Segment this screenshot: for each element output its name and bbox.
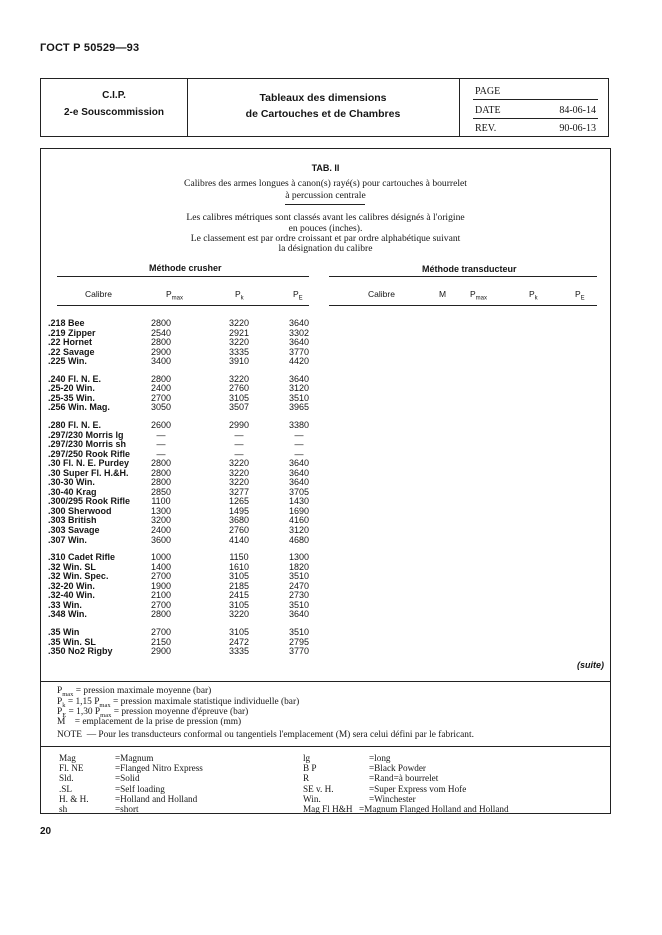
pe-cell: 3640	[288, 373, 310, 384]
pmax-cell: 2150	[150, 636, 172, 647]
note-pe-text2: = pression moyenne d'épreuve (bar)	[113, 707, 249, 717]
table-row	[41, 526, 381, 536]
pk-cell: 3105	[228, 599, 250, 610]
calibre-cell: .348 Win.	[48, 609, 87, 620]
col-pe2-base: P	[575, 289, 581, 299]
pe-cell: 3770	[288, 346, 310, 357]
col-pmax2-sub: max	[475, 295, 488, 302]
pk-cell: 3507	[228, 402, 250, 413]
calibre-cell: .22 Hornet	[48, 337, 93, 348]
abbr-left-term: sh	[59, 804, 68, 814]
pe-cell: 2730	[288, 590, 310, 601]
calibre-cell: .280 Fl. N. E.	[48, 419, 102, 430]
note-pk-text2: = pression maximale statistique individuelle (bar)	[112, 697, 300, 707]
note-m	[57, 717, 241, 727]
note-text: — Pour les transducteurs conformal ou tangentiels l'emplacement (M) sera celui défini par le fabricant.	[86, 730, 474, 740]
abbr-top-rule	[41, 746, 610, 747]
pmax-cell: 2900	[150, 646, 172, 657]
table-row	[41, 647, 381, 657]
header-meta	[461, 79, 608, 136]
abbr-right-term: lg	[303, 753, 311, 763]
pe-cell: 3770	[288, 646, 310, 657]
pmax-cell: 2800	[150, 477, 172, 488]
document-code: ГОСТ Р 50529—93	[40, 42, 140, 54]
pmax-cell: 2850	[150, 486, 172, 497]
table-row	[41, 591, 381, 601]
crusher-header-rule	[57, 305, 309, 306]
col-pe-transducer	[575, 289, 585, 302]
calibre-cell: .225 Win.	[48, 356, 87, 367]
abbr-left-term: H. & H.	[59, 793, 89, 804]
abbr-left-def: =Holland and Holland	[115, 793, 198, 804]
date-value: 84-06-14	[559, 105, 596, 116]
pk-cell: 3335	[228, 646, 250, 657]
abbr-right-def: =Rand=à bourrelet	[369, 773, 439, 784]
abbr-left-def: =Solid	[115, 773, 140, 784]
pmax-cell: 1100	[151, 496, 171, 507]
pe-cell: 1820	[288, 561, 310, 572]
calibre-cell: .33 Win.	[48, 599, 82, 610]
pk-cell: 3105	[228, 626, 250, 637]
pe-cell: 3510	[288, 392, 310, 403]
note-pmax-text: = pression maximale moyenne (bar)	[75, 686, 212, 696]
note-label: NOTE	[57, 730, 82, 740]
pk-cell: 1495	[228, 505, 250, 516]
table-row	[41, 610, 381, 620]
pmax-cell: —	[156, 448, 166, 459]
pmax-cell: 2800	[150, 609, 172, 620]
col-pk2-sub: k	[534, 295, 538, 302]
calibre-cell: .303 British	[48, 515, 97, 526]
pmax-cell: 2800	[150, 458, 172, 469]
intro-line4: en pouces (inches).	[288, 223, 363, 234]
pe-cell: 2795	[288, 636, 310, 647]
page-label: PAGE	[475, 86, 501, 97]
table-row	[41, 403, 381, 413]
pe-cell: 1690	[288, 505, 310, 516]
pk-cell: 3220	[228, 609, 250, 620]
pe-cell: 3640	[288, 467, 310, 478]
pk-cell: —	[234, 448, 244, 459]
continued-label: (suite)	[577, 660, 604, 670]
col-pk-sub: k	[240, 295, 244, 302]
pmax-cell: 2700	[150, 392, 172, 403]
calibre-cell: .297/230 Morris sh	[48, 439, 127, 450]
pe-cell: 3120	[288, 383, 310, 394]
pe-cell: 4160	[288, 515, 310, 526]
pk-cell: 3680	[228, 515, 250, 526]
calibre-cell: .218 Bee	[48, 318, 85, 328]
pmax-cell: 1300	[150, 505, 172, 516]
pk-cell: 3105	[228, 392, 250, 403]
pk-cell: 2185	[228, 580, 250, 591]
abbr-right-def: =long	[369, 753, 391, 763]
intro-line5: Le classement est par ordre croissant et par ordre alphabétique suivant	[190, 233, 461, 244]
pk-cell: 3277	[228, 486, 250, 497]
rev-label: REV.	[475, 123, 497, 134]
pe-cell: 3510	[288, 571, 310, 582]
abbr-right-term: Mag Fl H&H	[303, 804, 353, 814]
pmax-cell: 2800	[150, 467, 172, 478]
calibre-cell: .310 Cadet Rifle	[48, 552, 116, 563]
pe-cell: 1300	[288, 552, 310, 563]
method-transducer: Méthode transducteur	[422, 264, 517, 274]
abbr-right-def: =Magnum Flanged Holland and Holland	[359, 804, 509, 814]
issuer-line1: C.I.P.	[102, 90, 126, 101]
intro-line3: Les calibres métriques sont classés avant les calibres désignés à l'origine	[186, 212, 465, 223]
pk-cell: 2760	[228, 525, 250, 535]
abbr-left-term: Fl. NE	[59, 763, 84, 774]
abbr-right-def: =Black Powder	[369, 763, 426, 774]
calibre-cell: .30 Super Fl. H.&H.	[48, 467, 129, 478]
pmax-cell: 1000	[150, 552, 172, 563]
calibre-cell: .300 Sherwood	[48, 505, 112, 516]
pmax-cell: 2700	[150, 626, 172, 637]
pmax-cell: 2700	[150, 599, 172, 610]
col-pmax2-base: P	[470, 289, 476, 299]
abbr-right-def: =Winchester	[369, 793, 416, 804]
calibre-cell: .22 Savage	[48, 346, 95, 357]
pk-cell: 3220	[228, 467, 250, 478]
col-pk	[235, 289, 244, 302]
calibre-cell: .303 Savage	[48, 525, 100, 535]
abbr-left-term: Sld.	[59, 773, 74, 784]
pmax-cell: 2400	[150, 383, 172, 394]
pe-cell: 3510	[288, 599, 310, 610]
calibre-cell: .25-35 Win.	[48, 392, 95, 403]
col-pmax-sub: max	[171, 295, 184, 302]
calibre-cell: .30 Fl. N. E. Purdey	[48, 458, 130, 469]
note-m-symbol: M	[57, 717, 66, 727]
pmax-cell: 2800	[150, 373, 172, 384]
calibre-cell: .297/250 Rook Rifle	[48, 448, 131, 459]
main-table-frame	[40, 148, 611, 814]
calibre-cell: .32-40 Win.	[48, 590, 95, 601]
page-number: 20	[40, 826, 52, 837]
pk-cell: 3220	[228, 337, 250, 348]
pk-cell: 3910	[228, 356, 250, 367]
pk-cell: 2472	[228, 636, 250, 647]
crusher-rule	[57, 276, 309, 277]
calibre-cell: .219 Zipper	[48, 327, 96, 338]
pmax-cell: —	[156, 429, 166, 440]
pe-cell: 3965	[288, 402, 310, 413]
abbr-left-def: =Flanged Nitro Express	[115, 763, 203, 774]
date-row	[473, 100, 598, 119]
notes-top-rule	[41, 681, 610, 682]
pe-cell: 3640	[288, 609, 310, 620]
pmax-cell: 2400	[150, 525, 172, 535]
pe-cell: 3510	[288, 626, 310, 637]
pk-cell: 3335	[228, 346, 250, 357]
calibre-cell: .307 Win.	[48, 534, 87, 545]
abbr-right-def: =Super Express vom Hofe	[369, 783, 467, 794]
pmax-cell: 1400	[150, 561, 172, 572]
abbr-left-def: =short	[115, 804, 139, 814]
pk-cell: 3220	[228, 458, 250, 469]
col-calibre: Calibre	[85, 289, 112, 299]
pe-cell: 4420	[288, 356, 310, 367]
table-row	[41, 348, 381, 358]
pmax-cell: 2100	[150, 590, 172, 601]
pk-cell: 2921	[228, 327, 250, 338]
header-table	[40, 78, 609, 137]
pmax-cell: 1900	[150, 580, 172, 591]
col-pk-base: P	[235, 289, 241, 299]
title-line2: de Cartouches et de Chambres	[245, 108, 401, 120]
abbr-left-term: Mag	[59, 753, 76, 763]
calibre-cell: .32-20 Win.	[48, 580, 95, 591]
table-row	[41, 357, 381, 367]
note-pe-text: = 1,30 P	[68, 707, 101, 717]
abbr-left-def: =Magnum	[115, 753, 154, 763]
pk-cell: 4140	[228, 534, 250, 545]
col-calibre-transducer: Calibre	[368, 289, 395, 299]
pe-cell: 3302	[288, 327, 310, 338]
table-row	[41, 601, 381, 611]
pk-cell: 3220	[228, 477, 250, 488]
col-pk-transducer	[529, 289, 538, 302]
pe-cell: 1430	[288, 496, 310, 507]
calibre-cell: .32 Win. SL	[48, 561, 96, 572]
pk-cell: 2990	[228, 419, 250, 430]
calibre-cell: .297/230 Morris lg	[48, 429, 124, 440]
abbr-left-term: .SL	[59, 783, 73, 794]
table-number: TAB. II	[311, 163, 340, 173]
abbr-left-def: =Self loading	[115, 783, 165, 794]
pmax-cell: 3050	[150, 402, 172, 413]
note-pk: $P_k = 1,15$ $P_{max}$ = pression maximale statistique individuelle (bar)	[57, 697, 300, 709]
pe-cell: 2470	[288, 580, 310, 591]
calibre-cell: .300/295 Rook Rifle	[48, 496, 131, 507]
transducer-header-rule	[329, 305, 597, 306]
col-pe	[293, 289, 303, 302]
pk-cell: 2415	[228, 590, 250, 601]
calibre-cell: .30-30 Win.	[48, 477, 95, 488]
header-title	[187, 79, 460, 136]
col-pe2-sub: E	[580, 295, 585, 302]
intro-line6: la désignation du calibre	[278, 243, 373, 254]
pk-cell: 3105	[228, 571, 250, 582]
col-pmax-base: P	[166, 289, 172, 299]
page-row	[473, 81, 598, 100]
pe-cell: 3640	[288, 337, 310, 348]
note-pe: $P_E = 1,30$ $P_{max}$ = pression moyenne d'épreuve (bar)	[57, 707, 249, 719]
pk-cell: —	[234, 429, 244, 440]
rev-value: 90-06-13	[559, 123, 596, 134]
note-general	[57, 730, 474, 740]
rev-row	[473, 118, 598, 136]
note-m-text: = emplacement de la prise de pression (mm)	[74, 717, 242, 727]
calibre-cell: .35 Win. SL	[48, 636, 96, 647]
abbr-right-term: B P	[303, 763, 317, 774]
col-pmax-transducer	[470, 289, 487, 302]
pmax-cell: 2900	[150, 346, 172, 357]
method-crusher: Méthode crusher	[149, 263, 222, 273]
calibre-cell: .35 Win	[48, 626, 80, 637]
pmax-cell: 3600	[150, 534, 172, 545]
pe-cell: 4680	[288, 534, 310, 545]
date-label: DATE	[475, 105, 501, 116]
pe-cell: —	[294, 429, 304, 440]
note-pmax: $P_{max}$ = pression maximale moyenne (bar)	[57, 686, 212, 698]
pe-cell: 3120	[288, 525, 310, 535]
abbr-right-term: Win.	[303, 793, 321, 804]
col-pmax	[166, 289, 183, 302]
table-row	[41, 329, 381, 339]
intro-line2: à percussion centrale	[285, 190, 366, 201]
pe-cell: 3640	[288, 477, 310, 488]
intro-divider	[285, 204, 365, 205]
calibre-cell: .240 Fl. N. E.	[48, 373, 102, 384]
intro-line1: Calibres des armes longues à canon(s) rayé(s) pour cartouches à bourrelet	[184, 178, 467, 189]
pe-cell: 3640	[288, 458, 310, 469]
pk-cell: 1150	[229, 552, 249, 563]
pk-cell: 3220	[228, 373, 250, 384]
pk-cell: 2760	[228, 383, 250, 394]
pe-cell: 3640	[288, 318, 310, 328]
pk-cell: —	[234, 439, 244, 450]
calibre-cell: .30-40 Krag	[48, 486, 97, 497]
pk-cell: 1610	[228, 561, 250, 572]
abbr-right-term: R	[303, 773, 310, 784]
title-line1: Tableaux des dimensions	[259, 92, 387, 104]
transducer-rule	[329, 276, 597, 277]
issuer-line2: 2-e Souscommission	[63, 107, 165, 118]
pmax-cell: 2600	[150, 419, 172, 430]
col-m: M	[439, 289, 447, 299]
pmax-cell: 3200	[150, 515, 172, 526]
pk-cell: 1265	[228, 496, 250, 507]
pmax-cell: 2700	[150, 571, 172, 582]
pk-cell: 3220	[228, 318, 250, 328]
col-pk2-base: P	[529, 289, 535, 299]
calibre-cell: .25-20 Win.	[48, 383, 95, 394]
pmax-cell: 2540	[150, 327, 172, 338]
calibre-cell: .32 Win. Spec.	[48, 571, 109, 582]
pmax-cell: 2800	[150, 337, 172, 348]
table-row	[41, 536, 381, 546]
col-pe-sub: E	[298, 295, 303, 302]
calibre-cell: .256 Win. Mag.	[48, 402, 110, 413]
pmax-cell: 2800	[150, 318, 172, 328]
pmax-cell: 3400	[150, 356, 172, 367]
pe-cell: 3380	[288, 419, 310, 430]
pe-cell: —	[294, 448, 304, 459]
col-pe-base: P	[293, 289, 299, 299]
pe-cell: 3705	[288, 486, 310, 497]
note-pk-text: = 1,15 P	[67, 697, 100, 707]
header-issuer	[41, 79, 188, 136]
pe-cell: —	[294, 439, 304, 450]
abbr-right-term: SE v. H.	[303, 783, 334, 794]
pmax-cell: —	[156, 439, 166, 450]
calibre-cell: .350 No2 Rigby	[48, 646, 113, 657]
